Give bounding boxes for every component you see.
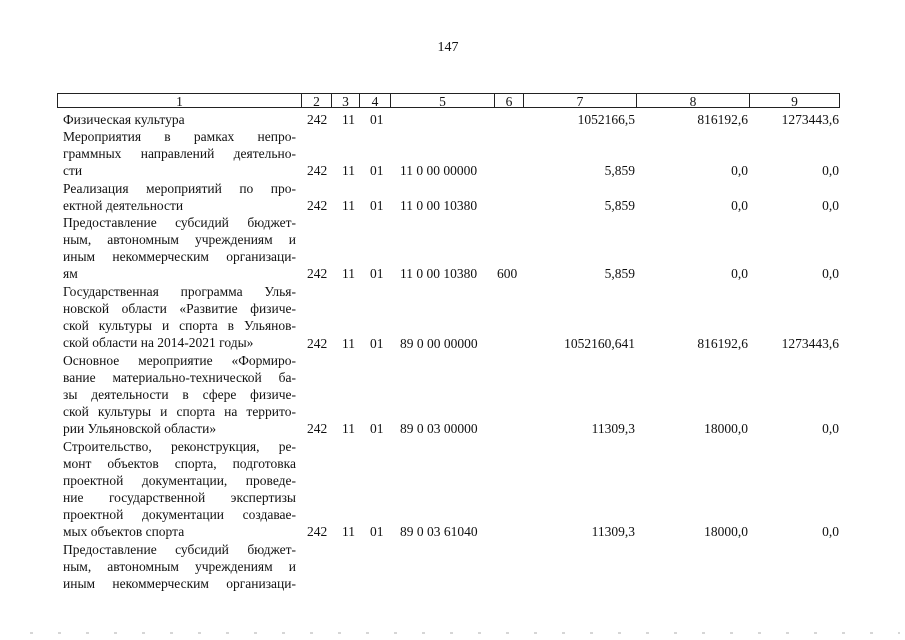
row-description [63,180,296,214]
header-col-8: 8 [636,93,749,108]
description-line: проектной документации создавае- [63,507,296,522]
row-description [63,541,296,592]
description-line: ям [63,266,78,281]
cell-value-1: 1052160,641 [564,336,635,351]
cell-section: 11 [342,524,355,539]
description-line: Основное мероприятие «Формиро- [63,353,296,368]
description-line: проектной документации, проведе- [63,473,296,488]
header-col-7: 7 [523,93,636,108]
description-line: зы деятельности в сфере физиче- [63,387,296,402]
cell-ministry: 242 [307,112,328,127]
cell-value-3: 0,0 [822,524,839,539]
description-line: ской области на 2014-2021 годы» [63,335,254,350]
cell-value-3: 1273443,6 [781,336,839,351]
header-col-3: 3 [331,93,359,108]
header-col-2: 2 [301,93,331,108]
row-description [63,352,296,437]
description-line: рии Ульяновской области» [63,421,217,436]
cell-ministry: 242 [307,198,328,213]
description-line: ным, автономным учреждениям и [63,232,296,247]
cell-target: 89 0 03 00000 [400,421,478,436]
cell-ministry: 242 [307,421,328,436]
cell-target: 11 0 00 10380 [400,266,478,281]
description-line: Предоставление субсидий бюджет- [63,215,296,230]
row-description [63,438,296,540]
cell-value-3: 0,0 [822,198,839,213]
cell-section: 11 [342,336,355,351]
description-line: ние государственной экспертизы [63,490,296,505]
cell-value-1: 1052166,5 [577,112,635,127]
scan-artifact [30,632,900,634]
row-description [63,283,296,351]
cell-value-2: 0,0 [731,266,748,281]
description-line: Реализация мероприятий по про- [63,181,296,196]
row-description [63,111,296,128]
description-line: граммных направлений деятельно- [63,146,296,161]
cell-section: 11 [342,421,355,436]
cell-value-2: 816192,6 [697,112,748,127]
row-description [63,214,296,282]
cell-target: 11 0 00 00000 [400,163,478,178]
cell-value-3: 1273443,6 [781,112,839,127]
description-line: монт объектов спорта, подготовка [63,456,296,471]
description-line: иным некоммерческим организаци- [63,576,296,591]
header-col-9: 9 [749,93,840,108]
cell-subsection: 01 [370,163,384,178]
cell-subsection: 01 [370,524,384,539]
cell-section: 11 [342,112,355,127]
cell-value-3: 0,0 [822,163,839,178]
cell-target: 11 0 00 10380 [400,198,478,213]
cell-section: 11 [342,198,355,213]
description-line: ным, автономным учреждениям и [63,559,296,574]
cell-ministry: 242 [307,163,328,178]
description-line: Государственная программа Улья- [63,284,296,299]
description-line: Физическая культура [63,112,185,127]
cell-value-3: 0,0 [822,266,839,281]
cell-value-2: 18000,0 [704,524,748,539]
cell-section: 11 [342,163,355,178]
cell-subsection: 01 [370,336,384,351]
header-col-6: 6 [494,93,523,108]
cell-ministry: 242 [307,336,328,351]
header-col-1: 1 [57,93,301,108]
description-line: сти [63,163,83,178]
cell-value-2: 18000,0 [704,421,748,436]
description-line: Предоставление субсидий бюджет- [63,542,296,557]
cell-value-1: 11309,3 [591,524,635,539]
cell-subsection: 01 [370,266,384,281]
description-line: вание материально-технической ба- [63,370,296,385]
cell-value-2: 0,0 [731,198,748,213]
cell-subsection: 01 [370,421,384,436]
page-number: 147 [437,40,459,55]
description-line: мых объектов спорта [63,524,185,539]
cell-ministry: 242 [307,266,328,281]
cell-value-2: 0,0 [731,163,748,178]
cell-target: 89 0 00 00000 [400,336,478,351]
cell-expense: 600 [497,266,518,281]
description-line: новской области «Развитие физиче- [63,301,296,316]
cell-target: 89 0 03 61040 [400,524,478,539]
cell-subsection: 01 [370,198,384,213]
cell-section: 11 [342,266,355,281]
header-col-4: 4 [359,93,390,108]
cell-value-1: 5,859 [604,266,635,281]
cell-subsection: 01 [370,112,384,127]
description-line: ской культуры и спорта в Ульянов- [63,318,296,333]
cell-value-3: 0,0 [822,421,839,436]
cell-value-1: 11309,3 [591,421,635,436]
cell-ministry: 242 [307,524,328,539]
description-line: ектной деятельности [63,198,184,213]
cell-value-1: 5,859 [604,198,635,213]
header-col-5: 5 [390,93,494,108]
description-line: Строительство, реконструкция, ре- [63,439,296,454]
row-description [63,128,296,179]
description-line: Мероприятия в рамках непро- [63,129,296,144]
description-line: иным некоммерческим организаци- [63,249,296,264]
description-line: ской культуры и спорта на террито- [63,404,296,419]
cell-value-2: 816192,6 [697,336,748,351]
cell-value-1: 5,859 [604,163,635,178]
